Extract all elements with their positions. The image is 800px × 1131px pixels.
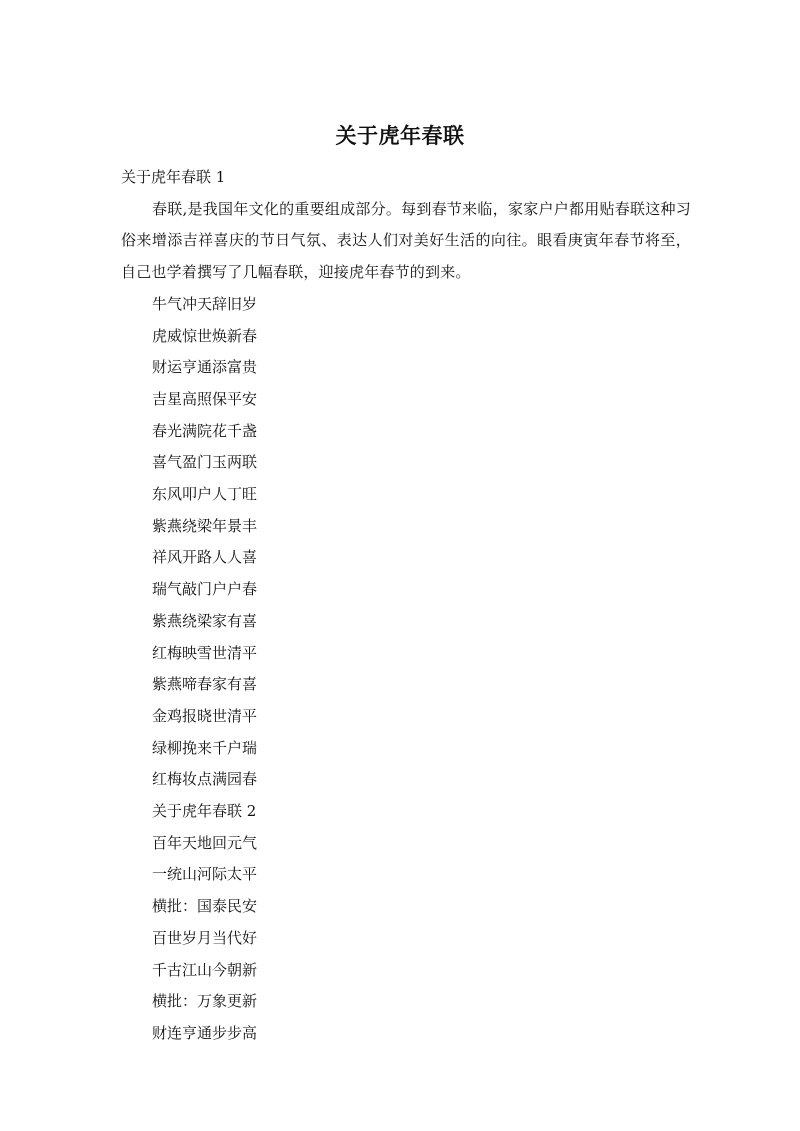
couplet-line: 牛气冲天辞旧岁 — [152, 294, 258, 313]
couplet-line: 财连亨通步步高 — [152, 1023, 258, 1042]
couplet-line: 吉星高照保平安 — [152, 389, 258, 408]
couplet-line: 春光满院花千盏 — [152, 421, 258, 440]
couplet-line: 横批：国泰民安 — [152, 897, 258, 916]
couplet-line: 紫燕绕梁年景丰 — [152, 516, 258, 535]
couplet-line: 横批：万象更新 — [152, 992, 258, 1011]
document-title: 关于虎年春联 — [335, 124, 465, 148]
document-body — [121, 162, 691, 1050]
couplet-line: 虎威惊世焕新春 — [152, 326, 258, 345]
couplet-list-1 — [121, 289, 691, 796]
couplet-line: 一统山河际太平 — [152, 865, 258, 884]
couplet-line: 紫燕绕梁家有喜 — [152, 611, 258, 630]
couplet-list-2 — [121, 828, 691, 1050]
couplet-line: 财运亨通添富贵 — [152, 358, 258, 377]
couplet-line: 瑞气敲门户户春 — [152, 580, 258, 599]
intro-paragraph: 春联,是我国年文化的重要组成部分。每到春节来临，家家户户都用贴春联这种习俗来增添吉祥喜庆的节日气氛、表达人们对美好生活的向往。眼看庚寅年春节将至，自己也学着撰写了几幅春联，迎接虎年春节的到来。 — [121, 199, 691, 282]
couplet-line: 喜气盈门玉两联 — [152, 453, 258, 472]
couplet-line: 百年天地回元气 — [152, 833, 258, 852]
couplet-line: 红梅妆点满园春 — [152, 770, 258, 789]
couplet-line: 金鸡报晓世清平 — [152, 706, 258, 725]
couplet-line: 百世岁月当代好 — [152, 928, 258, 947]
couplet-line: 红梅映雪世清平 — [152, 643, 258, 662]
couplet-line: 绿柳挽来千户瑞 — [152, 738, 258, 757]
couplet-line: 东风叩户人丁旺 — [152, 485, 258, 504]
couplet-line: 千古江山今朝新 — [152, 960, 258, 979]
couplet-line: 祥风开路人人喜 — [152, 548, 258, 567]
section-heading-2: 关于虎年春联 2 — [152, 802, 257, 821]
couplet-line: 紫燕啼春家有喜 — [152, 675, 258, 694]
section-heading-1: 关于虎年春联 1 — [121, 168, 226, 186]
